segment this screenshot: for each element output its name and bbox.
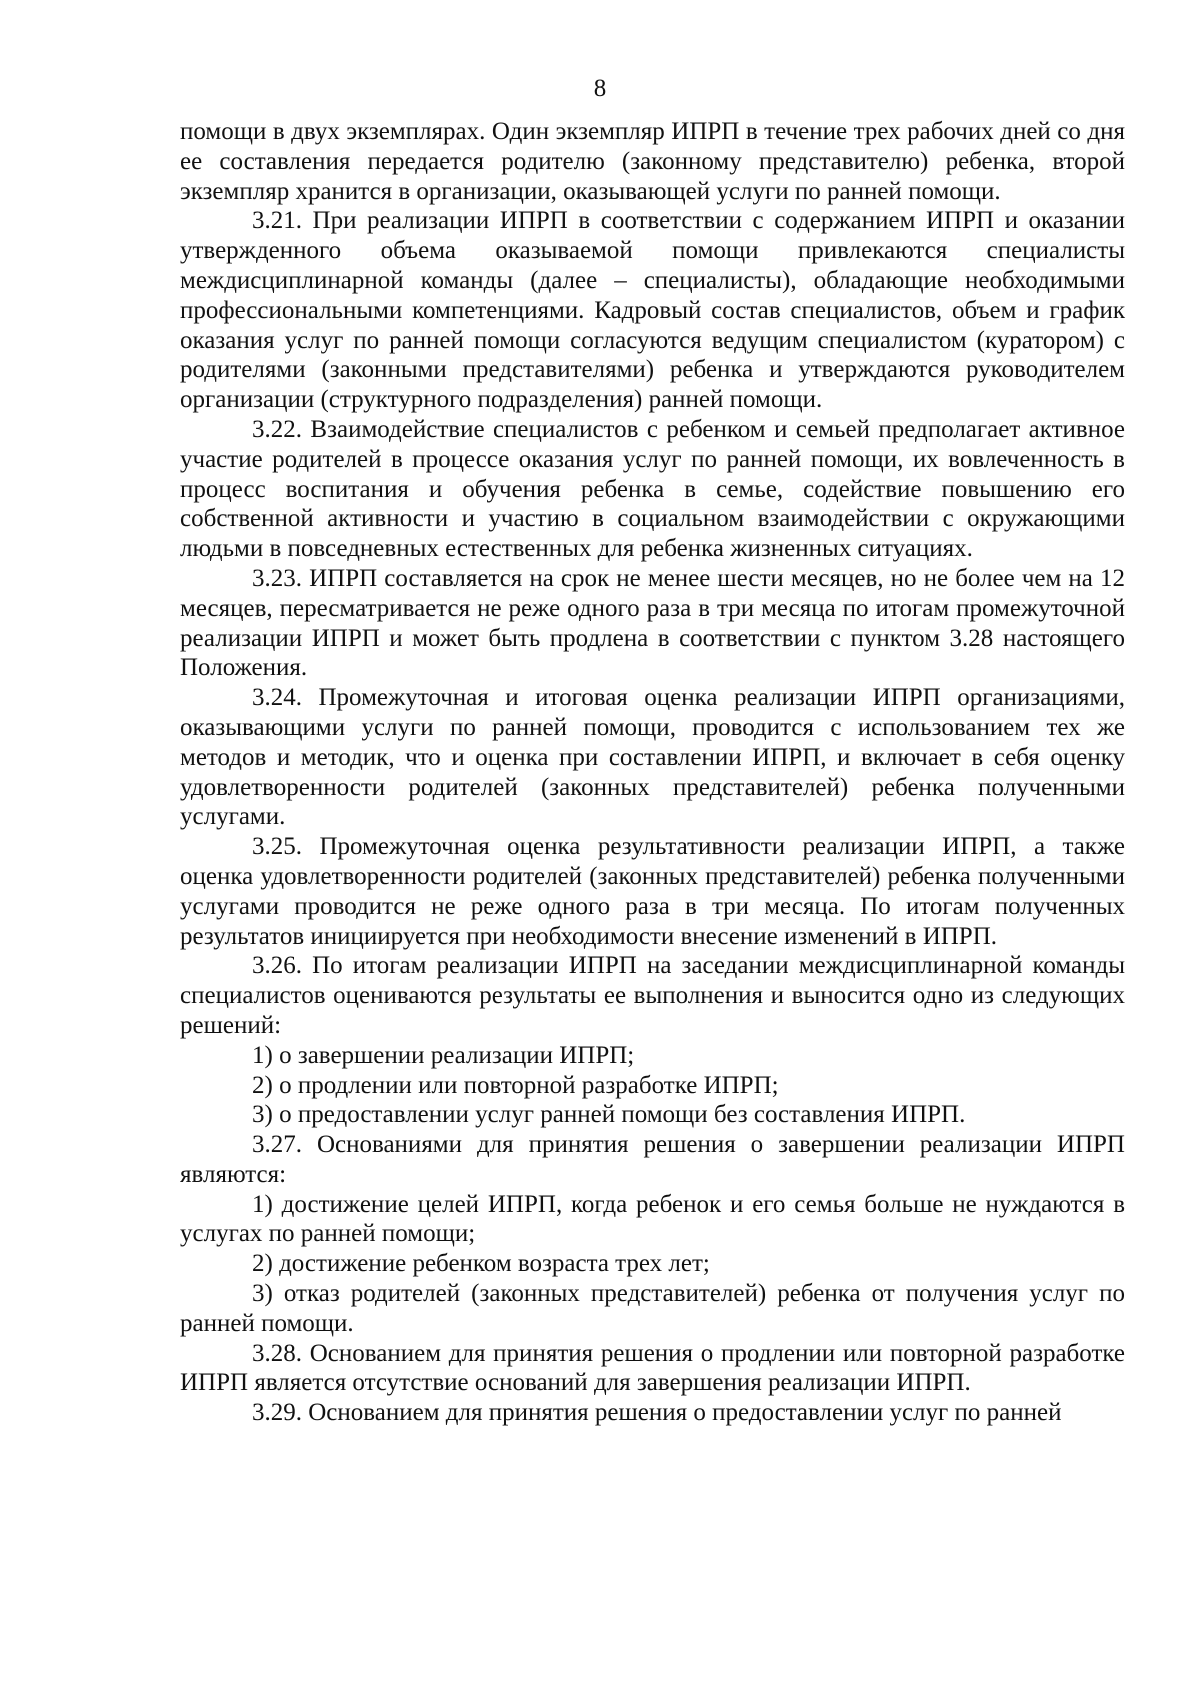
page-number: 8: [593, 75, 607, 102]
list-item-3-26-1: 1) о завершении реализации ИПРП;: [252, 1041, 635, 1069]
list-item-3-26-2: 2) о продлении или повторной разработке ИПРП;: [252, 1071, 779, 1099]
list-item-3-27-3: 3) отказ родителей (законных представителей) ребенка от получения услуг по ранней помощи.: [180, 1280, 1125, 1337]
paragraph-3-21: 3.21. При реализации ИПРП в соответствии с содержанием ИПРП и оказании утвержденного объема оказываемой помощи привлекаются специалисты междисциплинарной команды (далее – специалисты), обладающие необходимыми профессиональными компетенциями. Кадровый состав специалистов, объем и график оказания услуг по ранней помощи согласуются ведущим специалистом (куратором) с родителями (законными представителями) ребенка и утверждаются руководителем организации (структурного подразделения) ранней помощи.: [180, 207, 1125, 414]
paragraph-3-24: 3.24. Промежуточная и итоговая оценка реализации ИПРП организациями, оказывающими услуги по ранней помощи, проводится с использованием тех же методов и методик, что и оценка при составлении ИПРП, и включает в себя оценку удовлетворенности родителей (законных представителей) ребенка полученными услугами.: [180, 684, 1125, 831]
paragraph-3-22: 3.22. Взаимодействие специалистов с ребенком и семьей предполагает активное участие родителей в процессе оказания услуг по ранней помощи, их вовлеченность в процесс воспитания и обучения ребенка в семье, содействие повышению его собственной активности и участию в социальном взаимодействии с окружающими людьми в повседневных естественных для ребенка жизненных ситуациях.: [180, 415, 1125, 563]
paragraph-3-29: 3.29. Основанием для принятия решения о предоставлении услуг по ранней: [252, 1399, 1062, 1427]
document-body: [180, 117, 1125, 1428]
list-item-3-27-1: 1) достижение целей ИПРП, когда ребенок и его семья больше не нуждаются в услугах по ранней помощи;: [180, 1190, 1125, 1248]
paragraph-3-26: 3.26. По итогам реализации ИПРП на заседании междисциплинарной команды специалистов оцениваются результаты ее выполнения и выносится одно из следующих решений:: [180, 952, 1125, 1039]
paragraph-3-25: 3.25. Промежуточная оценка результативности реализации ИПРП, а также оценка удовлетворенности родителей (законных представителей) ребенка полученными услугами проводится не реже одного раза в три месяца. По итогам полученных результатов инициируется при необходимости внесение изменений в ИПРП.: [180, 833, 1125, 950]
list-item-3-26-3: 3) о предоставлении услуг ранней помощи без составления ИПРП.: [252, 1101, 966, 1129]
paragraph-continuation: помощи в двух экземплярах. Один экземпляр ИПРП в течение трех рабочих дней со дня ее составления передается родителю (законному представителю) ребенка, второй экземпляр хранится в организации, оказывающей услуги по ранней помощи.: [180, 118, 1125, 205]
paragraph-3-27: 3.27. Основаниями для принятия решения о завершении реализации ИПРП являются:: [180, 1131, 1125, 1188]
paragraph-3-28: 3.28. Основанием для принятия решения о продлении или повторной разработке ИПРП является отсутствие оснований для завершения реализации ИПРП.: [180, 1339, 1125, 1397]
paragraph-3-23: 3.23. ИПРП составляется на срок не менее шести месяцев, но не более чем на 12 месяцев, пересматривается не реже одного раза в три месяца по итогам промежуточной реализации ИПРП и может быть продлена в соответствии с пунктом 3.28 настоящего Положения.: [180, 564, 1125, 682]
list-item-3-27-2: 2) достижение ребенком возраста трех лет;: [252, 1250, 710, 1278]
